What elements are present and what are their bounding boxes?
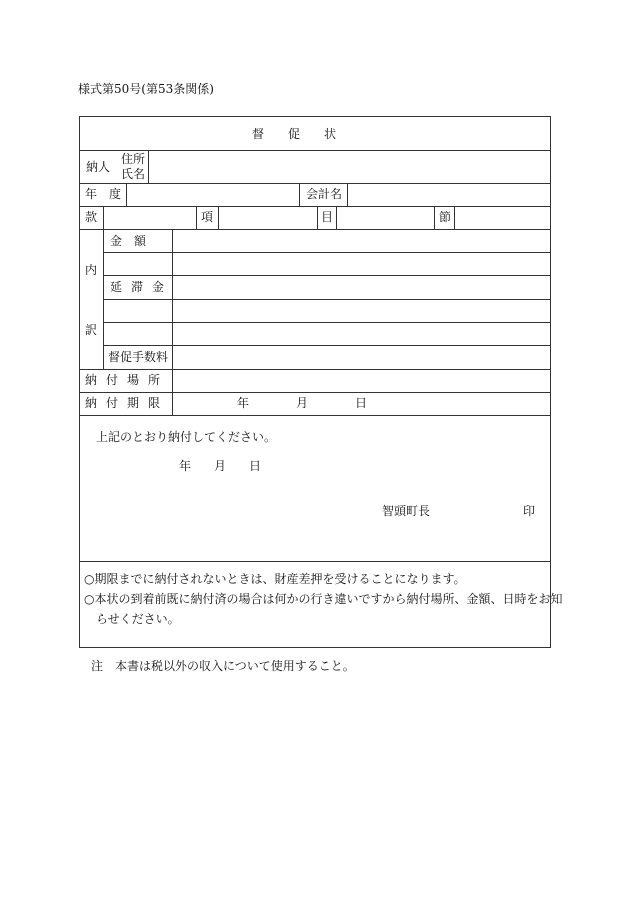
name-label: 氏名 — [121, 167, 146, 181]
footnote: 注 本書は税以外の収入について使用すること。 — [91, 659, 355, 673]
form-heading: 督 促 状 — [252, 127, 337, 141]
reminder-fee-label: 督促手数料 — [108, 350, 169, 364]
breakdown-label-bottom: 訳 — [85, 323, 98, 337]
issue-month: 月 — [214, 459, 227, 473]
moku-label: 目 — [321, 210, 334, 224]
notice-line-2: ○本状の到着前既に納付済の場合は何かの行き違いですから納付場所、金額、日時をお知 — [84, 592, 563, 606]
seal-mark: 印 — [523, 504, 536, 518]
fiscal-year-label: 年 度 — [85, 187, 122, 201]
form-number: 様式第50号(第53条関係) — [78, 82, 214, 96]
setsu-label: 節 — [439, 210, 452, 224]
breakdown-label-top: 内 — [85, 263, 98, 277]
notice-line-1: ○期限までに納付されないときは、財産差押を受けることになります。 — [84, 572, 466, 586]
payment-place-label: 納付場所 — [85, 373, 170, 387]
address-label: 住所 — [121, 152, 146, 166]
amount-label: 金 額 — [110, 234, 147, 248]
deadline-month: 月 — [296, 396, 309, 410]
deadline-year: 年 — [237, 396, 250, 410]
kan-label: 款 — [85, 210, 98, 224]
late-fee-label: 延滞金 — [110, 280, 174, 294]
reminder-form — [79, 116, 563, 648]
request-text: 上記のとおり納付してください。 — [96, 430, 277, 444]
payment-deadline-label: 納付期限 — [85, 396, 170, 410]
issuer-name: 智頭町長 — [382, 504, 431, 518]
account-name-label: 会計名 — [306, 187, 343, 201]
notice-line-3: らせください。 — [96, 612, 180, 626]
issue-day: 日 — [249, 459, 262, 473]
issue-year: 年 — [179, 459, 192, 473]
payer-label: 納人 — [86, 160, 111, 174]
kou-label: 項 — [201, 210, 214, 224]
deadline-day: 日 — [355, 396, 368, 410]
